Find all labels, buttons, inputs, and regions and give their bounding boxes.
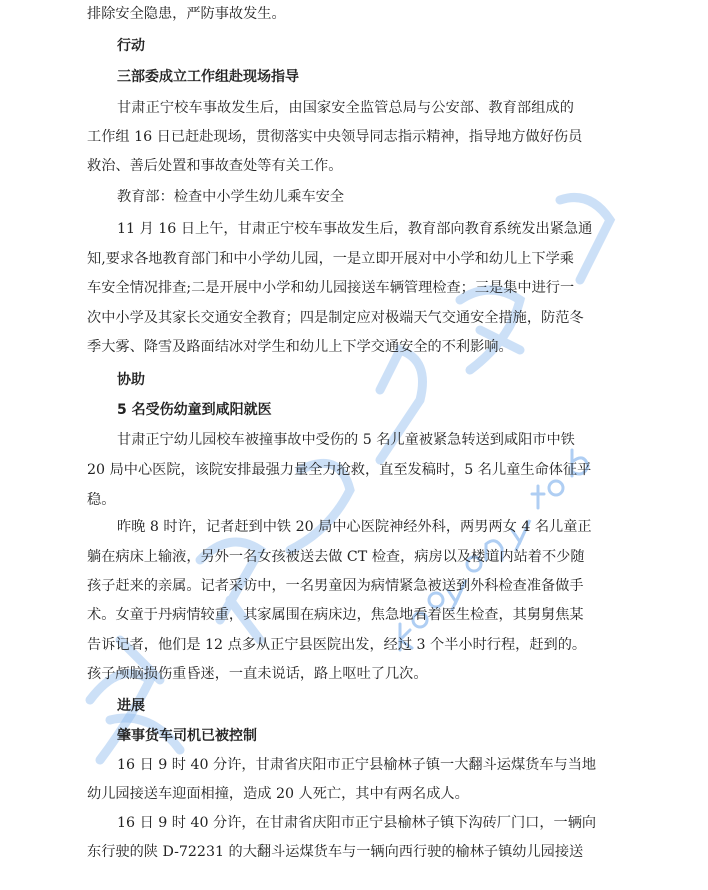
text-line: 救治、善后处置和事故查处等有关工作。 (87, 158, 343, 174)
text-line: 孩子赶来的亲属。记者采访中，一名男童因为病情紧急被送到外科检查准备做手 (87, 578, 584, 594)
section-heading: 5 名受伤幼童到咸阳就医 (117, 402, 272, 418)
text-line: 告诉记者，他们是 12 点多从正宁县医院出发，经过 3 个半小时行程，赶到的。 (87, 637, 587, 653)
text-line: 稳。 (87, 492, 116, 508)
text-line: 教育部：检查中小学生幼儿乘车安全 (117, 189, 345, 205)
section-heading: 协助 (117, 372, 145, 388)
text-line: 工作组 16 日已赶赴现场，贯彻落实中央领导同志指示精神，指导地方做好伤员 (87, 129, 583, 145)
section-heading: 三部委成立工作组赴现场指导 (117, 69, 299, 85)
text-line: 20 局中心医院，该院安排最强力量全力抢救，直至发稿时，5 名儿童生命体征平 (87, 462, 592, 478)
text-line: 幼儿园接送车迎面相撞，造成 20 人死亡，其中有两名成人。 (87, 786, 469, 802)
text-line: 术。女童于丹病情较重，其家属围在病床边，焦急地看着医生检查，其舅舅焦某 (87, 607, 584, 623)
section-heading: 肇事货车司机已被控制 (117, 728, 257, 744)
text-line: 排除安全隐患，严防事故发生。 (87, 6, 286, 22)
text-line: 16 日 9 时 40 分许，甘肃省庆阳市正宁县榆林子镇一大翻斗运煤货车与当地 (117, 757, 597, 773)
section-heading: 行动 (117, 38, 145, 54)
text-line: 16 日 9 时 40 分许，在甘肃省庆阳市正宁县榆林子镇下沟砖厂门口，一辆向 (117, 815, 597, 831)
text-line: 东行驶的陕 D-72231 的大翻斗运煤货车与一辆向西行驶的榆林子镇幼儿园接送 (87, 844, 584, 860)
text-line: 孩子颅脑损伤重昏迷，一直未说话，路上呕吐了几次。 (87, 666, 428, 682)
text-line: 车安全情况排查;二是开展中小学和幼儿园接送车辆管理检查；三是集中进行一 (87, 280, 575, 296)
text-line: 甘肃正宁幼儿园校车被撞事故中受伤的 5 名儿童被紧急转送到咸阳市中铁 (117, 432, 575, 448)
text-line: 季大雾、降雪及路面结冰对学生和幼儿上下学交通安全的不利影响。 (87, 339, 513, 355)
text-line: 昨晚 8 时许，记者赶到中铁 20 局中心医院神经外科，两男两女 4 名儿童正 (117, 519, 592, 535)
text-line: 知,要求各地教育部门和中小学幼儿园，一是立即开展对中小学和幼儿上下学乘 (87, 251, 574, 267)
text-line: 11 月 16 日上午，甘肃正宁校车事故发生后，教育部向教育系统发出紧急通 (117, 221, 593, 237)
text-line: 次中小学及其家长交通安全教育；四是制定应对极端天气交通安全措施，防范冬 (87, 310, 584, 326)
text-line: 躺在病床上输液，另外一名女孩被送去做 CT 检查，病房以及楼道内站着不少随 (87, 549, 585, 565)
text-line: 甘肃正宁校车事故发生后，由国家安全监管总局与公安部、教育部组成的 (117, 100, 574, 116)
section-heading: 进展 (117, 698, 145, 714)
